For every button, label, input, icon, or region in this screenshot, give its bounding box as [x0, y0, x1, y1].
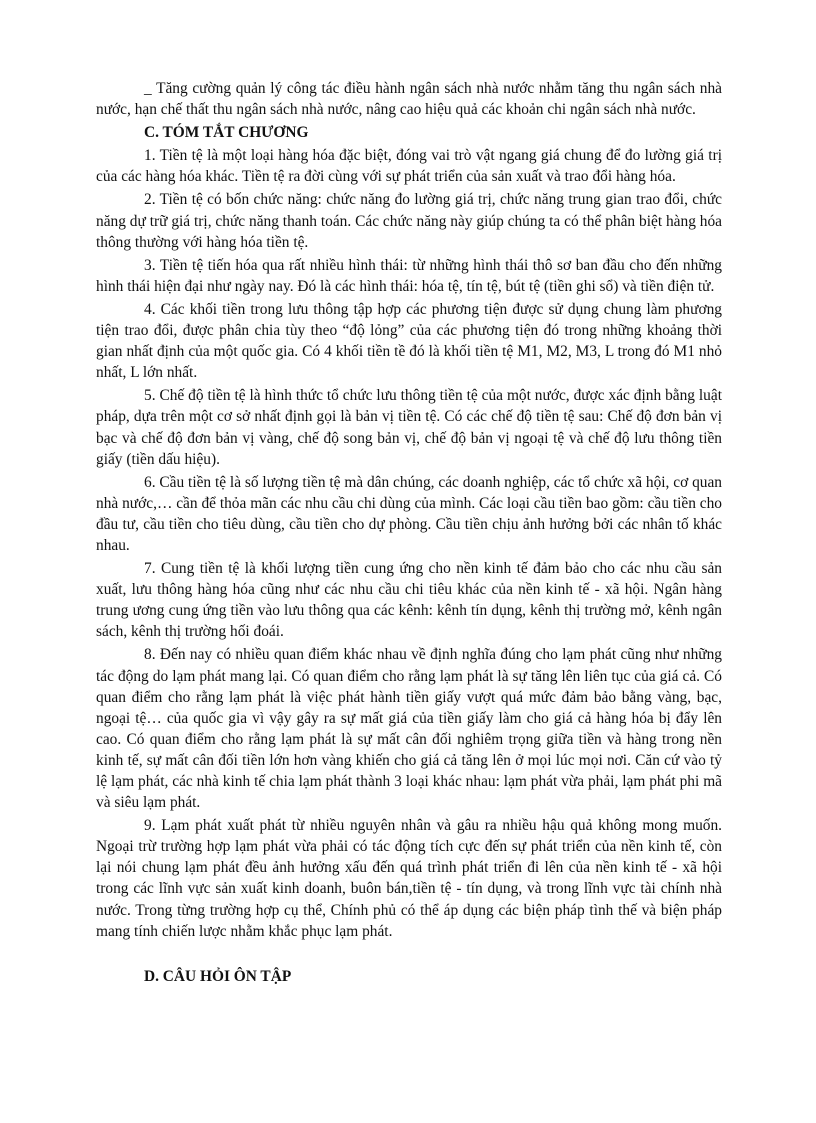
summary-paragraph-1: 1. Tiền tệ là một loại hàng hóa đặc biệt, đóng vai trò vật ngang giá chung để đo lường giá trị của các hàng hóa khác. Tiền tệ ra đời cùng với sự phát triển của sản xuất và trao đổi hàng hóa.	[96, 147, 722, 186]
summary-paragraph-9: 9. Lạm phát xuất phát từ nhiều nguyên nhân và gâu ra nhiều hậu quả không mong muốn. Ngoại trừ trường hợp lạm phát vừa phải có tác động tích cực đến sự phát triển của nền kinh tế, còn lại nói chung lạm phát đều ảnh hưởng xấu đến quá trình phát triển đi lên của nền kinh tế - xã hội trong các lĩnh vực sản xuất kinh doanh, buôn bán,tiền tệ - tín dụng, và trong lĩnh vực tài chính nhà nước. Trong từng trường hợp cụ thể, Chính phủ có thể áp dụng các biện pháp tình thế và biện pháp mang tính chiến lược nhằm khắc phục lạm phát.	[96, 817, 722, 940]
document-page	[96, 78, 722, 989]
summary-paragraph-3: 3. Tiền tệ tiến hóa qua rất nhiều hình thái: từ những hình thái thô sơ ban đầu cho đến những hình thái hiện đại như ngày nay. Đó là các hình thái: hóa tệ, tín tệ, bút tệ (tiền ghi sổ) và tiền điện tử.	[96, 256, 722, 295]
summary-paragraph-2: 2. Tiền tệ có bốn chức năng: chức năng đo lường giá trị, chức năng trung gian trao đổi, chức năng dự trữ giá trị, chức năng thanh toán. Các chức năng này giúp chúng ta có thể phân biệt hàng hóa thông thường với hàng hóa tiền tệ.	[96, 191, 722, 251]
summary-paragraph-8: 8. Đến nay có nhiều quan điểm khác nhau về định nghĩa đúng cho lạm phát cũng như những tác động do lạm phát mang lại. Có quan điểm cho rằng lạm phát là sự tăng lên liên tục của giá cả. Có quan điểm cho rằng lạm phát là việc phát hành tiền giấy vượt quá mức đảm bảo bằng vàng, bạc, ngoại tệ… của quốc gia vì vậy gây ra sự mất giá của tiền giấy làm cho giá cả hàng hóa bị đẩy lên cao. Có quan điểm cho rằng lạm phát là sự mất cân đối nghiêm trọng giữa tiền và hàng trong nền kinh tế, sự mất cân đối tiền lớn hơn vàng khiến cho giá cả tăng lên ở mọi lúc mọi nơi. Căn cứ vào tỷ lệ lạm phát, các nhà kinh tế chia lạm phát thành 3 loại khác nhau: lạm phát vừa phải, lạm phát phi mã và siêu lạm phát.	[96, 646, 722, 812]
summary-paragraph-6: 6. Cầu tiền tệ là số lượng tiền tệ mà dân chúng, các doanh nghiệp, các tổ chức xã hội, cơ quan nhà nước,… cần để thỏa mãn các nhu cầu chi dùng của mình. Các loại cầu tiền bao gồm: cầu tiền cho đầu tư, cầu tiền cho tiêu dùng, cầu tiền cho dự phòng. Cầu tiền chịu ảnh hưởng bởi các nhân tố khác nhau.	[96, 473, 722, 554]
summary-paragraph-5: 5. Chế độ tiền tệ là hình thức tổ chức lưu thông tiền tệ của một nước, được xác định bằng luật pháp, dựa trên một cơ sở nhất định gọi là bản vị tiền tệ. Có các chế độ tiền tệ sau: Chế độ đơn bản vị bạc và chế độ đơn bản vị vàng, chế độ song bản vị, chế độ bản vị ngoại tệ và chế độ lưu thông tiền giấy (tiền dấu hiệu).	[96, 387, 722, 468]
summary-paragraph-4: 4. Các khối tiền trong lưu thông tập hợp các phương tiện được sử dụng chung làm phương tiện trao đổi, được phân chia tùy theo “độ lỏng” của các phương tiện đó trong những khoảng thời gian nhất định của một quốc gia. Có 4 khối tiền tề đó là khối tiền tệ M1, M2, M3, L trong đó M1 nhỏ nhất, L lớn nhất.	[96, 300, 722, 382]
intro-paragraph: _ Tăng cường quản lý công tác điều hành ngân sách nhà nước nhằm tăng thu ngân sách nhà nước, hạn chế thất thu ngân sách nhà nước, nâng cao hiệu quả các khoản chi ngân sách nhà nước.	[96, 80, 722, 119]
section-c-heading: C. TÓM TẮT CHƯƠNG	[144, 124, 309, 142]
section-d-heading: D. CÂU HỎI ÔN TẬP	[144, 967, 292, 985]
summary-paragraph-7: 7. Cung tiền tệ là khối lượng tiền cung ứng cho nền kinh tế đảm bảo cho các nhu cầu sản xuất, lưu thông hàng hóa cũng như các nhu cầu chi tiêu khác của nền kinh tế - xã hội. Ngân hàng trung ương cung ứng tiền vào lưu thông qua các kênh: kênh tín dụng, kênh thị trường mở, kênh ngân sách, kênh thị trường hối đoái.	[96, 560, 722, 641]
